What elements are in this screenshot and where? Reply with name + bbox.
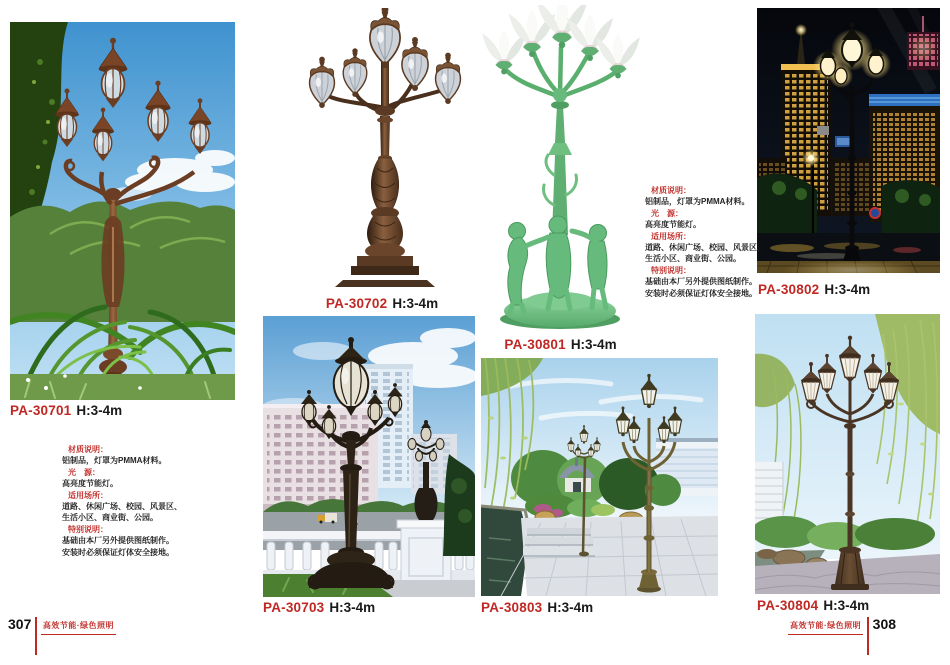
spec-light-label: 光 源： xyxy=(651,208,683,218)
product-code: PA-30702 xyxy=(325,296,388,311)
product-code: PA-30804 xyxy=(757,598,819,613)
spec-venue-label: 适用场所： xyxy=(68,490,108,500)
garden-lamp-illustration xyxy=(10,22,235,400)
spec-light-text: 高亮度节能灯。 xyxy=(62,479,118,489)
spec-venue-line2: 生活小区、商业街、公园。 xyxy=(62,513,158,523)
product-photo-pa-30801 xyxy=(470,5,650,335)
page-number-right: 308 xyxy=(872,616,897,632)
spec-material-label: 材质说明： xyxy=(68,445,108,454)
product-photo-pa-30701 xyxy=(10,22,235,400)
spec-block-right xyxy=(645,185,765,299)
spec-venue-line2: 生活小区、商业街、公园。 xyxy=(645,254,741,264)
product-size: H:3-4m xyxy=(329,600,376,615)
page-number-left: 307 xyxy=(8,616,32,632)
plaza-lamp-illustration xyxy=(481,358,718,596)
product-photo-pa-30703 xyxy=(263,316,475,597)
spec-venue-label: 适用场所： xyxy=(651,231,691,241)
product-size: H:3-4m xyxy=(76,403,123,418)
product-size: H:3-4m xyxy=(547,600,594,615)
product-photo-pa-30802 xyxy=(757,8,940,273)
product-code: PA-30701 xyxy=(10,403,72,418)
spec-special-line2: 安装时必须保证灯体安全接地。 xyxy=(645,288,757,298)
spec-venue-line1: 道路、休闲广场、校园、风景区、 xyxy=(645,243,765,253)
caption-pa-30702 xyxy=(292,296,472,311)
product-size: H:3-4m xyxy=(392,296,439,311)
spec-special-line2: 安装时必须保证灯体安全接地。 xyxy=(62,547,174,557)
product-photo-pa-30702 xyxy=(295,8,475,293)
product-photo-pa-30804 xyxy=(755,314,940,594)
product-photo-pa-30803 xyxy=(481,358,718,596)
spec-special-label: 特别说明： xyxy=(651,265,691,275)
product-code: PA-30802 xyxy=(758,282,820,297)
caption-pa-30701 xyxy=(10,403,122,418)
spec-light-label: 光 源： xyxy=(68,467,100,477)
footer-divider-line xyxy=(35,617,37,655)
caption-pa-30801 xyxy=(468,337,653,352)
footer-divider-line xyxy=(867,617,869,655)
product-size: H:3-4m xyxy=(823,598,870,613)
spec-material-text: 铝制品，灯罩为PMMA材料。 xyxy=(645,197,750,207)
night-street-lamp-illustration xyxy=(757,8,940,273)
footer-right xyxy=(788,617,896,655)
product-code: PA-30703 xyxy=(263,600,325,615)
footer-slogan: 高效节能·绿色照明 xyxy=(788,618,863,635)
statue-tulip-lamp-illustration xyxy=(470,5,650,335)
spec-light-text: 高亮度节能灯。 xyxy=(645,220,701,230)
spec-material-label: 材质说明： xyxy=(651,186,691,195)
spec-block-left xyxy=(62,444,182,558)
caption-pa-30703 xyxy=(263,600,375,615)
footer-slogan: 高效节能·绿色照明 xyxy=(41,618,116,635)
product-code: PA-30801 xyxy=(504,337,566,352)
caption-pa-30804 xyxy=(757,598,869,613)
spec-special-line1: 基础由本厂另外提供图纸制作。 xyxy=(62,536,174,546)
bronze-candelabra-illustration xyxy=(295,8,475,293)
caption-pa-30802 xyxy=(758,282,870,297)
spec-material-text: 铝制品，灯罩为PMMA材料。 xyxy=(62,456,167,466)
spec-special-line1: 基础由本厂另外提供图纸制作。 xyxy=(645,277,757,287)
bridge-lamp-illustration xyxy=(263,316,475,597)
garden-path-lamp-illustration xyxy=(755,314,940,594)
caption-pa-30803 xyxy=(481,600,593,615)
spec-special-label: 特别说明： xyxy=(68,524,108,534)
product-code: PA-30803 xyxy=(481,600,543,615)
spec-venue-line1: 道路、休闲广场、校园、风景区、 xyxy=(62,502,182,512)
product-size: H:3-4m xyxy=(570,337,617,352)
product-size: H:3-4m xyxy=(824,282,871,297)
footer-left xyxy=(8,617,116,655)
